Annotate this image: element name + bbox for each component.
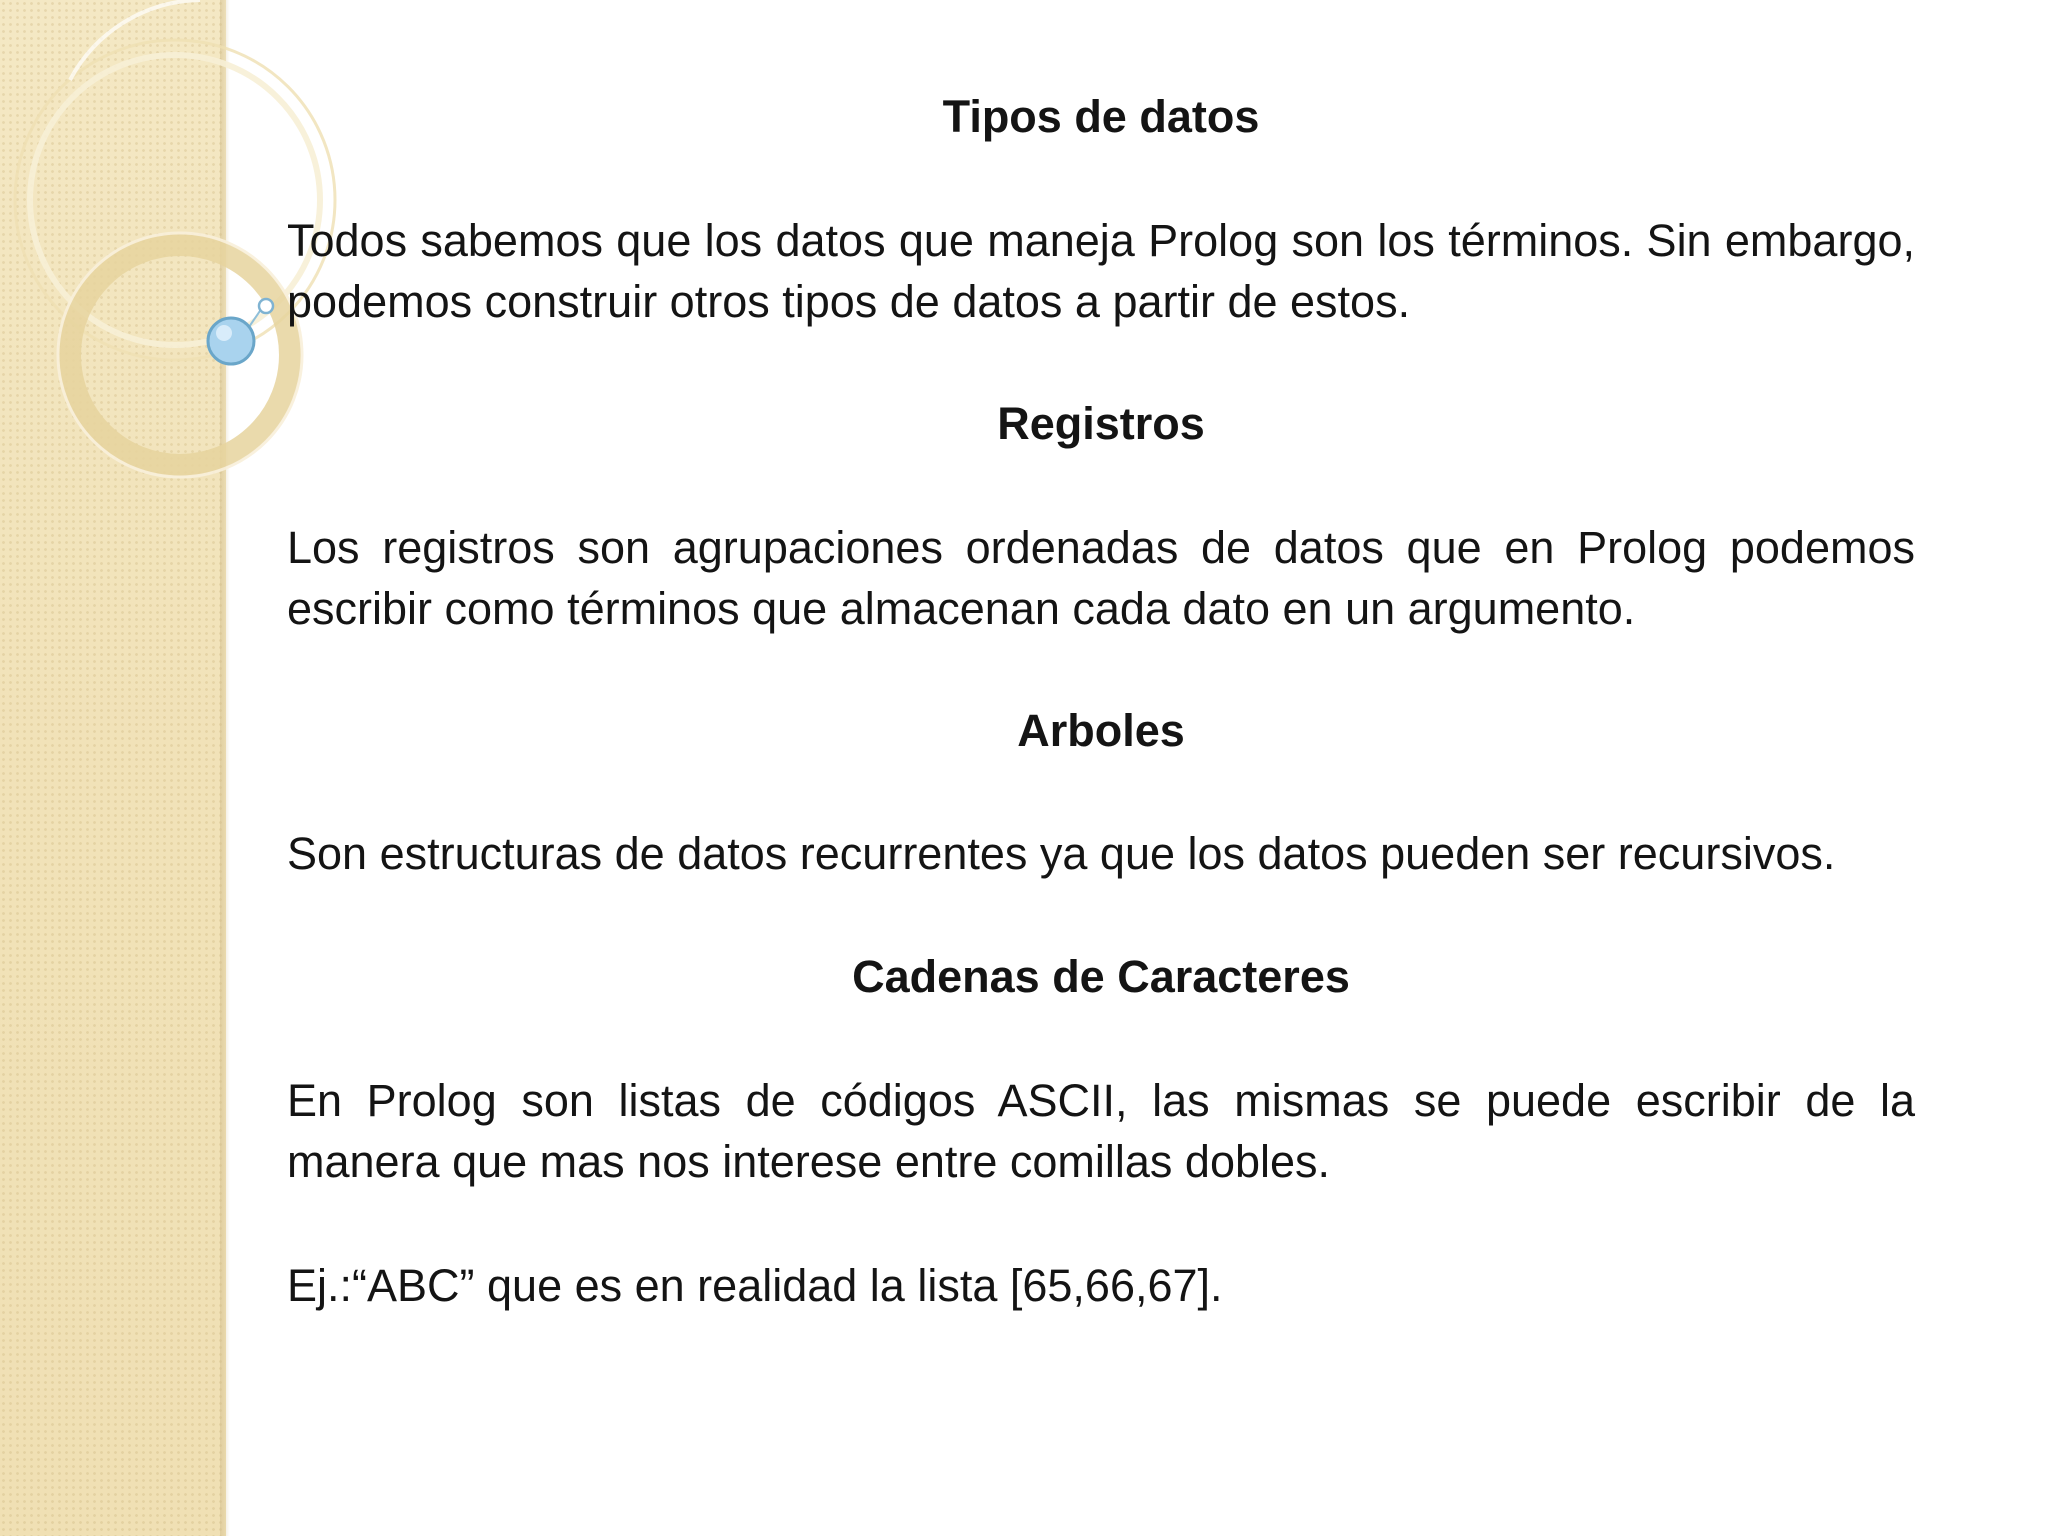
heading-registros: Registros <box>997 398 1205 449</box>
blue-bead-icon <box>208 318 254 364</box>
paragraph-tipos-de-datos: Todos sabemos que los datos que maneja Prolog son los términos. Sin embargo, podemos construir otros tipos de datos a partir de estos. <box>287 215 1915 327</box>
heading-cadenas-de-caracteres: Cadenas de Caracteres <box>852 951 1350 1002</box>
heading-arboles: Arboles <box>1017 705 1185 756</box>
paragraph-registros: Los registros son agrupaciones ordenadas de datos que en Prolog podemos escribir como términos que almacenan cada dato en un argumento. <box>287 522 1915 634</box>
example-line: Ej.:“ABC” que es en realidad la lista [65,66,67]. <box>287 1260 1223 1311</box>
slide-content <box>287 0 1915 1536</box>
small-ring-icon <box>259 299 273 313</box>
rings-decoration-icon <box>0 0 300 520</box>
paragraph-cadenas-de-caracteres: En Prolog son listas de códigos ASCII, las mismas se puede escribir de la manera que mas nos interese entre comillas dobles. <box>287 1075 1915 1187</box>
heading-tipos-de-datos: Tipos de datos <box>942 91 1260 142</box>
paragraph-arboles: Son estructuras de datos recurrentes ya que los datos pueden ser recursivos. <box>287 828 1836 879</box>
